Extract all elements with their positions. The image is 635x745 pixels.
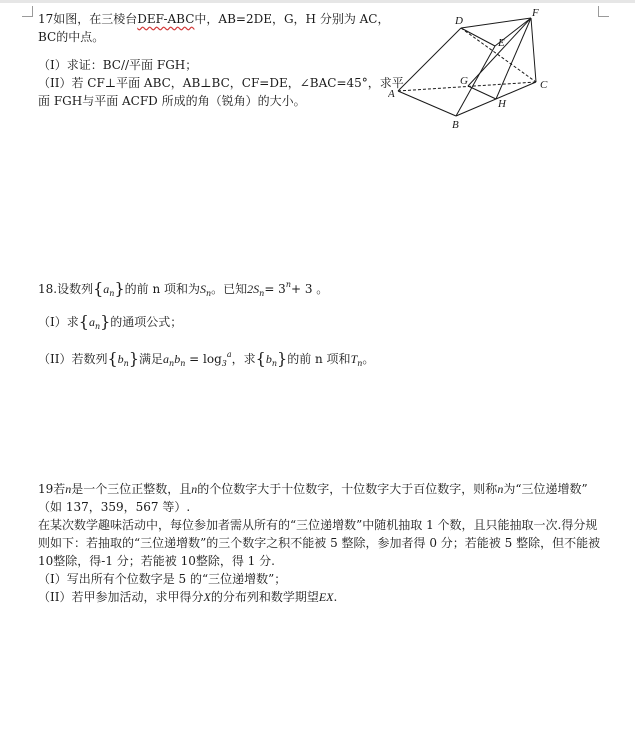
q17-frustum-name: DEF-ABC bbox=[137, 12, 195, 26]
var-b: b bbox=[265, 352, 272, 366]
subscript-n: n bbox=[123, 359, 129, 368]
edge-GH bbox=[468, 86, 496, 99]
q18-part-1 bbox=[38, 313, 598, 336]
subscript-n: n bbox=[259, 289, 265, 298]
crop-mark-left bbox=[22, 6, 33, 17]
q17-part-1: （I）求证：BC//平面 FGH； bbox=[38, 58, 198, 72]
var-EX: EX bbox=[318, 590, 334, 604]
page-top-rule bbox=[0, 0, 635, 3]
label-D: D bbox=[455, 15, 463, 27]
var-T: T bbox=[350, 352, 358, 366]
edge-FG bbox=[468, 18, 531, 86]
q19-part-2 bbox=[38, 588, 598, 606]
label-F: F bbox=[532, 7, 539, 19]
crop-mark-right bbox=[598, 6, 609, 17]
log-exponent: a bbox=[226, 350, 232, 359]
q19-text: 的个位数字大于十位数字，十位数字大于百位数字，则称 bbox=[197, 482, 498, 496]
q19-line-3: 在某次数学趣味活动中，每位参加者需从所有的“三位递增数”中随机抽取 1 个数，且只能抽取一次.得分规 bbox=[38, 518, 598, 532]
q19-line-1 bbox=[38, 480, 598, 498]
q17-text: 17如图，在三棱台 bbox=[38, 12, 138, 26]
label-H: H bbox=[498, 98, 506, 110]
spacer bbox=[38, 303, 598, 313]
q18-text: 的前 n 项和为 bbox=[124, 282, 200, 296]
var-n: n bbox=[65, 482, 72, 496]
question-17 bbox=[38, 10, 404, 110]
q18-text: （I）求 bbox=[38, 315, 79, 329]
q18-text: ，求 bbox=[231, 352, 256, 366]
brace-open: { bbox=[93, 279, 104, 298]
subscript-n: n bbox=[357, 359, 363, 368]
frustum-figure bbox=[388, 6, 558, 131]
q18-text: 的通项公式； bbox=[110, 315, 183, 329]
exponent-n: n bbox=[285, 280, 291, 289]
q19-text: 的分布列和数学期望 bbox=[210, 590, 319, 604]
brace-close: } bbox=[114, 279, 125, 298]
q19-line-5: 10整除，得-1 分；若能被 10整除，得 1 分. bbox=[38, 554, 275, 568]
q18-text: 满足 bbox=[139, 352, 164, 366]
q19-line-2: （如 137，359，567 等）. bbox=[38, 500, 191, 514]
edge-AD bbox=[398, 28, 461, 91]
spacer bbox=[38, 46, 383, 56]
q19-text: . bbox=[333, 590, 338, 604]
q17-text: 中，AB=2DE，G，H 分别为 AC， bbox=[194, 12, 390, 26]
question-18 bbox=[38, 276, 598, 373]
q17-part-2-line-2: 面 FGH与平面 ACFD 所成的角（锐角）的大小。 bbox=[38, 94, 306, 108]
formula-rhs: = 3 bbox=[264, 282, 286, 296]
label-C: C bbox=[540, 79, 548, 91]
q19-line-4: 则如下：若抽取的“三位递增数”的三个数字之积不能被 5 整除，参加者得 0 分；若能被 5 整除，但不能被 bbox=[38, 536, 601, 550]
edge-DE bbox=[461, 28, 495, 46]
label-E: E bbox=[498, 37, 505, 49]
q18-text: （II）若数列 bbox=[38, 352, 108, 366]
var-X: X bbox=[203, 590, 211, 604]
q17-line-2: BC的中点。 bbox=[38, 30, 105, 44]
var-a: a bbox=[103, 282, 110, 296]
label-B: B bbox=[452, 119, 459, 131]
var-b: b bbox=[117, 352, 124, 366]
q18-text: 。 bbox=[362, 352, 375, 366]
q17-part-2-line-1: （II）若 CF⊥平面 ABC，AB⊥BC，CF=DE，∠BAC=45°，求平 bbox=[38, 76, 404, 90]
var-b: b bbox=[174, 352, 181, 366]
brace-close: } bbox=[277, 349, 288, 368]
var-n: n bbox=[191, 482, 198, 496]
q18-text: 。已知 bbox=[211, 282, 248, 296]
q18-intro bbox=[38, 276, 598, 303]
q19-text: 是一个三位正整数，且 bbox=[71, 482, 192, 496]
subscript-n: n bbox=[180, 359, 186, 368]
edge-AB bbox=[398, 91, 456, 116]
q18-text: 的前 n 项和 bbox=[287, 352, 351, 366]
brace-open: { bbox=[107, 349, 118, 368]
var-n: n bbox=[497, 482, 504, 496]
var-a: a bbox=[163, 352, 170, 366]
q19-text: （II）若甲参加活动，求甲得分 bbox=[38, 590, 204, 604]
q18-part-2 bbox=[38, 346, 598, 373]
var-S: S bbox=[199, 282, 206, 296]
log-text: = log bbox=[185, 352, 222, 366]
subscript-n: n bbox=[109, 289, 115, 298]
q19-part-1: （I）写出所有个位数字是 5 的“三位递增数”； bbox=[38, 572, 287, 586]
subscript-n: n bbox=[169, 359, 175, 368]
q19-text: 为“三位递增数” bbox=[503, 482, 588, 496]
log-base: 3 bbox=[221, 359, 227, 368]
q18-text: 18.设数列 bbox=[38, 282, 94, 296]
subscript-n: n bbox=[205, 289, 212, 298]
spacer bbox=[38, 336, 598, 346]
subscript-n: n bbox=[94, 322, 101, 331]
q17-line-1 bbox=[38, 10, 390, 28]
q19-text: 19若 bbox=[38, 482, 66, 496]
formula-2S: 2S bbox=[247, 282, 260, 296]
question-19 bbox=[38, 480, 601, 606]
subscript-n: n bbox=[271, 359, 278, 368]
formula-end: + 3 。 bbox=[290, 282, 329, 296]
brace-open: { bbox=[78, 312, 89, 331]
brace-close: } bbox=[100, 312, 111, 331]
label-A: A bbox=[388, 88, 395, 100]
brace-close: } bbox=[128, 349, 140, 368]
brace-open: { bbox=[255, 349, 266, 368]
label-G: G bbox=[460, 75, 468, 87]
edge-FC bbox=[531, 18, 536, 82]
var-a: a bbox=[88, 315, 95, 329]
